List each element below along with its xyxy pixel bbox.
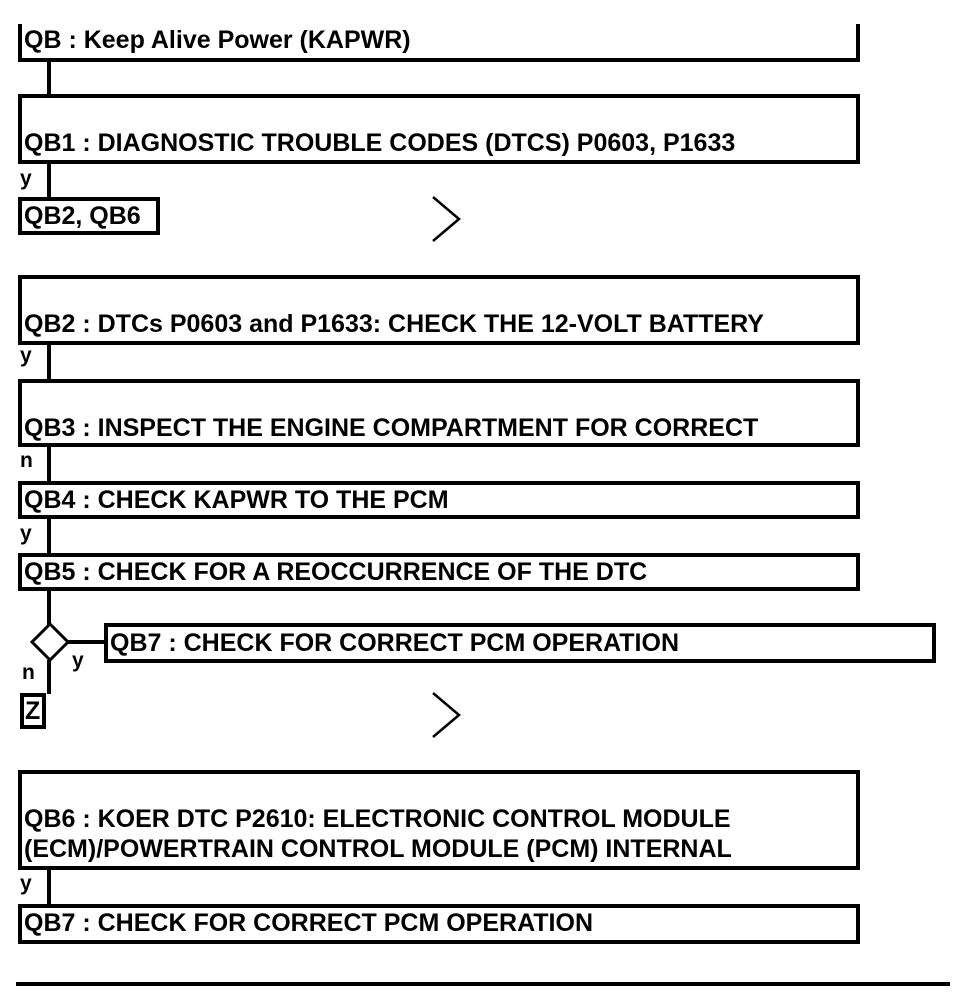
yes-label: y (20, 522, 32, 545)
yes-label: y (72, 649, 84, 672)
yes-label: y (20, 872, 32, 895)
qb1-step-box (18, 94, 860, 164)
qb6-step-text: QB6 : KOER DTC P2610: ELECTRONIC CONTROL MODULE (ECM)/POWERTRAIN CONTROL MODULE (PCM) INTERNAL (24, 805, 732, 863)
connector-line (47, 447, 51, 483)
yes-label: y (20, 344, 32, 367)
connector-line (47, 660, 51, 694)
qb1-target-box (18, 197, 160, 235)
qb7-branch-text: QB7 : CHECK FOR CORRECT PCM OPERATION (110, 629, 679, 657)
qb4-step-box (18, 481, 860, 519)
chevron-right-icon (430, 690, 464, 740)
decision-diamond-icon (30, 622, 70, 662)
connector-line (47, 519, 51, 555)
qb4-step-text: QB4 : CHECK KAPWR TO THE PCM (24, 486, 449, 514)
bottom-divider (16, 982, 950, 986)
qb5-step-box (18, 553, 860, 591)
qb-header-text: QB : Keep Alive Power (KAPWR) (24, 26, 411, 54)
z-target-box (20, 693, 46, 729)
qb6-step-box (18, 770, 860, 870)
qb7-branch-box (104, 623, 936, 663)
qb3-step-text: QB3 : INSPECT THE ENGINE COMPARTMENT FOR CORRECT (24, 414, 759, 442)
qb7-step-text: QB7 : CHECK FOR CORRECT PCM OPERATION (24, 909, 593, 937)
qb2-step-text: QB2 : DTCs P0603 and P1633: CHECK THE 12-VOLT BATTERY (24, 310, 764, 338)
qb-header-box (18, 24, 860, 62)
yes-label: y (20, 167, 32, 190)
qb7-step-box (18, 904, 860, 944)
qb2-step-box (18, 275, 860, 345)
connector-line (68, 640, 106, 644)
qb1-step-text: QB1 : DIAGNOSTIC TROUBLE CODES (DTCS) P0603, P1633 (24, 129, 736, 157)
no-label: n (22, 661, 35, 684)
connector-line (47, 345, 51, 381)
connector-line (47, 591, 51, 625)
qb5-step-text: QB5 : CHECK FOR A REOCCURRENCE OF THE DTC (24, 558, 648, 586)
z-target-text: Z (25, 697, 41, 725)
connector-line (47, 870, 51, 906)
connector-line (47, 164, 51, 200)
qb1-target-text: QB2, QB6 (24, 202, 141, 230)
connector-line (47, 62, 51, 96)
no-label: n (20, 449, 33, 472)
chevron-right-icon (430, 194, 464, 244)
qb3-step-box (18, 379, 860, 447)
